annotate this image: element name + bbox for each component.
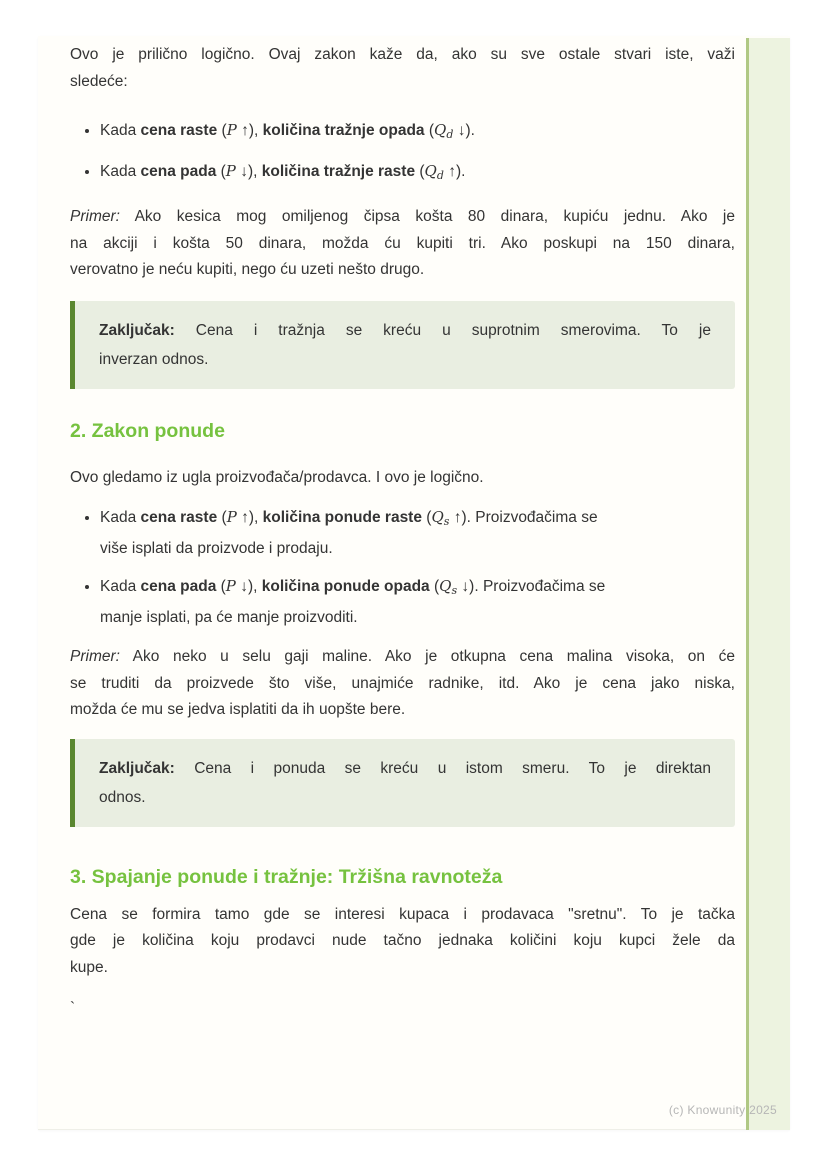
text-segment: ↓). Proizvođačima se: [457, 578, 606, 595]
text-segment: Zaključak:: [99, 759, 175, 777]
text-segment: Ako neko u selu gaji maline. Ako je otkupna cena malina visoka, on će: [119, 648, 735, 665]
equilibrium-paragraph: [70, 902, 735, 982]
text-segment: cena pada: [140, 162, 217, 180]
text-segment: Kada: [100, 509, 141, 526]
text-segment: Ovo je prilično logično. Ovaj zakon kaže da, ako su sve ostale stvari iste, važi: [70, 46, 735, 63]
text-segment: se truditi da proizvede što više, unajmiće radnike, itd. Ako je cena jako niska,: [70, 674, 735, 692]
text-segment: Cena i ponuda se kreću u istom smeru. To je direktan: [174, 759, 711, 777]
text-segment: sledeće:: [70, 72, 128, 90]
stray-backtick-character: `: [70, 1000, 76, 1017]
text-segment: manje isplati, pa će manje proizvoditi.: [100, 608, 358, 626]
text-line: [70, 231, 735, 258]
text-segment: količina ponude raste: [262, 509, 422, 526]
text-segment: (: [216, 162, 226, 180]
document-page: [38, 36, 790, 1130]
text-segment: kupe.: [70, 958, 108, 976]
intro-paragraph: [70, 42, 735, 95]
text-segment: Zaključak:: [99, 321, 175, 339]
text-segment: možda će mu se jedva isplatiti da ih uopšte bere.: [70, 701, 406, 718]
text-segment: (: [424, 122, 435, 139]
text-line: [70, 644, 735, 671]
text-segment: ↑).: [443, 162, 466, 180]
text-segment: Ako kesica mog omiljenog čipsa košta 80 dinara, kupiću jednu. Ako je: [119, 208, 735, 225]
text-segment: gde je količina koju prodavci nude tačno jednaka količini koju kupci žele da: [70, 932, 735, 949]
copyright-notice: (c) Knowunity 2025: [668, 1103, 777, 1117]
text-line: [70, 697, 735, 724]
text-segment: d: [446, 128, 454, 141]
text-segment: količina tražnje raste: [261, 162, 416, 180]
supply-example-paragraph: [70, 644, 735, 724]
text-line: [100, 504, 735, 536]
text-line: [70, 69, 735, 96]
text-segment: Q: [439, 577, 452, 595]
text-line: [99, 783, 711, 812]
text-line: [70, 928, 735, 955]
text-segment: P: [225, 577, 236, 595]
text-segment: cena pada: [140, 578, 217, 595]
demand-law-list: [70, 117, 735, 189]
list-item: [100, 504, 735, 562]
text-segment: (: [415, 162, 425, 180]
text-segment: Cena i tražnja se kreću u suprotnim smerovima. To je: [174, 321, 711, 339]
text-segment: P: [225, 161, 236, 180]
text-segment: d: [436, 168, 444, 182]
text-segment: (: [429, 578, 440, 595]
text-segment: cena raste: [140, 122, 218, 139]
text-segment: verovatno je neću kupiti, nego ću uzeti nešto drugo.: [70, 261, 425, 278]
list-item: [100, 573, 735, 631]
text-segment: (: [216, 578, 226, 595]
text-segment: s: [443, 515, 450, 528]
text-segment: (: [217, 509, 227, 526]
text-line: [100, 117, 735, 149]
text-segment: Q: [434, 121, 447, 139]
text-segment: količina ponude opada: [261, 578, 430, 595]
list-item: [100, 158, 735, 190]
conclusion-callout-demand: [70, 301, 735, 389]
section-heading-market-equilibrium: 3. Spajanje ponude i tražnje: Tržišna ravnoteža: [70, 865, 503, 888]
text-line: [100, 573, 735, 605]
text-segment: Cena se formira tamo gde se interesi kupaca i prodavaca "sretnu". To je tačka: [70, 905, 735, 923]
text-segment: Q: [431, 508, 444, 526]
text-line: [99, 316, 711, 345]
section-heading-supply-law: 2. Zakon ponude: [70, 419, 225, 442]
text-line: [70, 955, 735, 982]
text-segment: količina tražnje opada: [262, 122, 425, 139]
text-segment: Kada: [100, 122, 141, 139]
text-line: [70, 257, 735, 284]
supply-law-list: [70, 504, 735, 631]
demand-example-paragraph: [70, 204, 735, 284]
text-line: [70, 671, 735, 698]
text-segment: odnos.: [99, 788, 146, 806]
text-segment: ↓),: [235, 578, 262, 595]
text-segment: Kada: [100, 162, 141, 180]
document-content: [70, 42, 735, 1023]
text-segment: ↑),: [236, 509, 263, 526]
text-segment: ↓),: [235, 162, 262, 180]
text-segment: cena raste: [140, 509, 218, 526]
text-line: [100, 605, 735, 632]
text-segment: ↑),: [236, 122, 263, 139]
text-segment: s: [451, 584, 458, 597]
text-segment: Kada: [100, 578, 141, 595]
text-line: [70, 204, 735, 231]
text-line: [70, 902, 735, 929]
text-line: [100, 158, 735, 190]
text-line: [99, 345, 711, 374]
text-line: [99, 754, 711, 783]
text-segment: (: [217, 122, 227, 139]
text-line: [100, 536, 735, 563]
text-line: [70, 42, 735, 69]
list-item: [100, 117, 735, 149]
conclusion-callout-supply: [70, 739, 735, 827]
text-segment: na akciji i košta 50 dinara, možda ću kupiti tri. Ako poskupi na 150 dinara,: [70, 234, 735, 252]
text-segment: inverzan odnos.: [99, 350, 209, 368]
supply-intro-paragraph: Ovo gledamo iz ugla proizvođača/prodavca. I ovo je logično.: [70, 468, 484, 486]
text-segment: P: [226, 121, 237, 139]
text-segment: P: [226, 508, 237, 526]
page-accent-bar: [746, 38, 790, 1130]
text-segment: Primer:: [70, 208, 120, 225]
text-segment: Q: [424, 161, 437, 180]
text-segment: Primer:: [70, 648, 120, 665]
text-segment: ↓).: [453, 122, 475, 139]
text-segment: (: [421, 509, 432, 526]
text-segment: više isplati da proizvode i prodaju.: [100, 539, 333, 557]
text-segment: ↑). Proizvođačima se: [449, 509, 598, 526]
